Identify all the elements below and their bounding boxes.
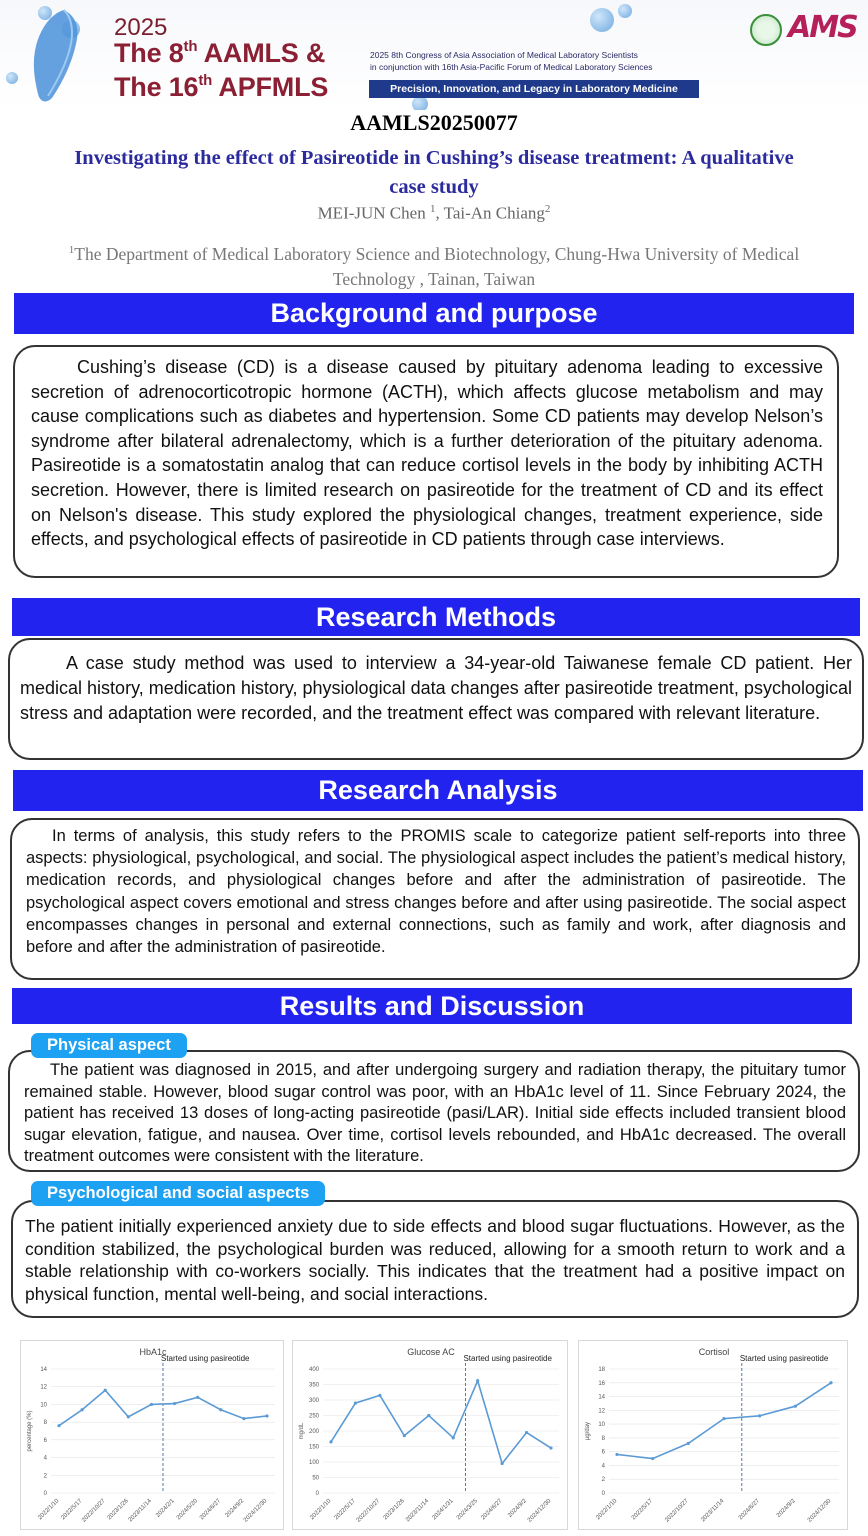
chart-glucose	[292, 1340, 568, 1530]
section-heading-analysis: Research Analysis	[13, 770, 863, 811]
data-point	[104, 1389, 107, 1392]
y-tick-label: 0	[601, 1491, 605, 1497]
y-tick-label: 2	[601, 1477, 605, 1484]
x-tick-label: 2024/12/30	[526, 1498, 553, 1524]
chart-title: Glucose AC	[407, 1347, 455, 1357]
data-point	[452, 1436, 455, 1439]
molecule-decoration	[6, 72, 18, 84]
section-box-physical	[8, 1050, 860, 1172]
affiliation: $^1$The Department of Medical Laboratory Science and Biotechnology, Chung-Hwa University of Medical Technology , Tainan, Taiwan	[68, 243, 800, 289]
x-tick-label: 2023/11/14	[405, 1498, 431, 1524]
chart-title: Cortisol	[698, 1347, 730, 1357]
y-tick-label: 350	[308, 1382, 319, 1389]
x-tick-label: 2024/9/2	[775, 1498, 797, 1519]
treatment-start-annotation: Started using pasireotide	[463, 1354, 552, 1363]
y-tick-label: 300	[308, 1398, 319, 1404]
chart-svg-glucose	[293, 1341, 569, 1531]
y-axis-label: percentage (%)	[27, 1410, 33, 1452]
y-tick-label: 8	[601, 1435, 605, 1442]
data-point	[354, 1402, 357, 1405]
psychological-aspect-text: The patient initially experienced anxiety due to side effects and blood sugar fluctuations. However, as the condition stabilized, the psychological burden was reduced, allowing for a smooth return to work and a stable relationship with co-workers socially. This indicates that the treatment had a positive impact on physical function, mental well-being, and social interactions.	[25, 1216, 845, 1304]
physical-aspect-text: The patient was diagnosed in 2015, and after undergoing surgery and radiation therapy, the pituitary tumor remained stable. However, blood sugar control was poor, with an HbA1c level of 11. Since February 2024, the patient has received 13 doses of long-acting pasireotide (pasi/LAR). Initial side effects included transient blood sugar elevation, fatigue, and nausea. Over time, cortisol levels rebounded, and HbA1c decreased. The overall treatment outcomes were consistent with the literature.	[24, 1061, 846, 1166]
series-line	[331, 1381, 551, 1464]
data-point	[476, 1379, 479, 1382]
data-point	[722, 1417, 725, 1420]
data-point	[615, 1453, 618, 1456]
y-tick-label: 6	[43, 1437, 47, 1444]
conference-name-line1: The 8th AAMLS &	[114, 38, 326, 68]
data-point	[549, 1446, 552, 1449]
data-point	[196, 1396, 199, 1399]
data-point	[378, 1394, 381, 1397]
y-tick-label: 16	[598, 1380, 605, 1387]
chart-svg-hba1c	[21, 1341, 285, 1531]
data-point	[329, 1440, 332, 1443]
data-point	[173, 1402, 176, 1405]
psychological-aspect-label: Psychological and social aspects	[31, 1181, 325, 1206]
x-tick-label: 2024/6/27	[199, 1498, 223, 1522]
y-tick-label: 50	[312, 1475, 319, 1482]
y-tick-label: 100	[308, 1460, 319, 1466]
y-tick-label: 14	[40, 1367, 47, 1373]
ams-logo: AMS	[788, 10, 857, 45]
molecule-decoration	[590, 8, 614, 32]
y-axis-label: mg/dL	[299, 1422, 305, 1440]
section-heading-background: Background and purpose	[14, 293, 854, 334]
x-tick-label: 2022/5/17	[630, 1498, 655, 1522]
molecule-decoration	[618, 4, 632, 18]
chart-hba1c	[20, 1340, 284, 1530]
data-point	[403, 1434, 406, 1437]
data-point	[651, 1457, 654, 1460]
y-axis-label: µg/day	[585, 1421, 591, 1441]
x-tick-label: 2024/12/30	[242, 1498, 269, 1524]
x-tick-label: 2022/10/27	[355, 1498, 382, 1524]
x-tick-label: 2022/1/10	[309, 1498, 333, 1522]
x-tick-label: 2022/10/27	[664, 1498, 690, 1524]
section-box-methods	[8, 638, 864, 760]
y-tick-label: 18	[598, 1367, 605, 1373]
x-tick-label: 2022/5/17	[60, 1498, 84, 1522]
conference-subtitle-line1: 2025 8th Congress of Asia Association of Medical Laboratory Scientists	[370, 50, 638, 60]
abstract-id: AAMLS20250077	[350, 110, 518, 135]
x-tick-label: 2023/1/26	[106, 1498, 130, 1522]
data-point	[427, 1414, 430, 1417]
chart-cortisol	[578, 1340, 848, 1530]
data-point	[81, 1408, 84, 1411]
chart-title: HbA1c	[139, 1347, 167, 1357]
data-point	[687, 1442, 690, 1445]
background-text: Cushing’s disease (CD) is a disease caused by pituitary adenoma leading to excessive secretion of adrenocorticotropic hormone (ACTH), which affects glucose metabolism and may cause complications such as diabetes and hypertension. Some CD patients may develop Nelson’s syndrome after bilateral adrenalectomy, which is a further deterioration of the pituitary adenoma. Pasireotide is a somatostatin analog that can reduce cortisol levels in the body by inhibiting ACTH secretion. However, there is limited research on pasireotide for the treatment of CD and its effect on Nelson's disease. This study explored the physiological changes, treatment experience, side effects, and psychological effects of pasireotide in CD patients through case interviews.	[31, 357, 823, 550]
university-seal-icon	[750, 14, 782, 46]
data-point	[150, 1403, 153, 1406]
x-tick-label: 2024/9/2	[224, 1498, 246, 1519]
x-tick-label: 2024/9/2	[507, 1498, 528, 1519]
x-tick-label: 2024/5/20	[175, 1498, 200, 1522]
y-tick-label: 200	[308, 1429, 319, 1435]
y-tick-label: 0	[315, 1491, 319, 1497]
data-point	[758, 1414, 761, 1417]
y-tick-label: 10	[598, 1422, 605, 1429]
molecule-decoration	[412, 96, 428, 110]
methods-text: A case study method was used to interview a 34-year-old Taiwanese female CD patient. Her medical history, medication history, physiological data changes after pasireotide treatment, psychological stress and adaptation were recorded, and the treatment effect was compared with relevant literature.	[20, 653, 852, 723]
treatment-start-annotation: Started using pasireotide	[739, 1354, 829, 1363]
x-tick-label: 2023/11/14	[700, 1498, 726, 1524]
x-tick-label: 2024/1/31	[431, 1498, 455, 1522]
y-tick-label: 0	[43, 1491, 47, 1497]
author-list: MEI-JUN Chen $^1$, Tai-An Chiang$^2$	[317, 203, 551, 223]
conference-name-line2: The 16th APFMLS	[114, 72, 329, 102]
taiwan-map-icon	[24, 6, 84, 106]
data-point	[219, 1408, 222, 1411]
data-point	[57, 1424, 60, 1427]
conference-year: 2025	[114, 14, 168, 41]
section-box-analysis	[10, 818, 860, 980]
x-tick-label: 2024/6/27	[737, 1498, 762, 1522]
data-point	[829, 1381, 832, 1384]
x-tick-label: 2024/2/1	[155, 1498, 176, 1519]
poster-header	[0, 0, 868, 110]
series-line	[617, 1383, 831, 1459]
y-tick-label: 4	[43, 1455, 47, 1462]
data-point	[794, 1405, 797, 1408]
x-tick-label: 2022/1/10	[37, 1498, 61, 1522]
y-tick-label: 150	[308, 1444, 319, 1451]
data-point	[242, 1417, 245, 1420]
y-tick-label: 250	[308, 1413, 319, 1420]
y-tick-label: 12	[40, 1384, 47, 1391]
y-tick-label: 6	[601, 1449, 605, 1456]
data-point	[525, 1431, 528, 1434]
x-tick-label: 2024/6/27	[480, 1498, 504, 1522]
y-tick-label: 2	[43, 1473, 47, 1480]
section-box-background	[13, 345, 839, 578]
section-heading-methods: Research Methods	[12, 598, 860, 636]
section-box-psychological	[11, 1200, 859, 1318]
section-heading-results: Results and Discussion	[12, 988, 852, 1024]
poster-title: Investigating the effect of Pasireotide in Cushing’s disease treatment: A qualitative case study	[74, 147, 794, 198]
y-tick-label: 12	[598, 1408, 605, 1415]
y-tick-label: 8	[43, 1420, 47, 1427]
x-tick-label: 2023/11/14	[127, 1498, 153, 1524]
y-tick-label: 4	[601, 1463, 605, 1470]
x-tick-label: 2022/5/17	[333, 1498, 357, 1522]
x-tick-label: 2022/1/10	[595, 1498, 619, 1522]
conference-tagline: Precision, Innovation, and Legacy in Laboratory Medicine	[369, 80, 699, 98]
treatment-start-annotation: Started using pasireotide	[161, 1354, 250, 1363]
chart-svg-cortisol	[579, 1341, 849, 1531]
y-tick-label: 400	[308, 1367, 319, 1373]
x-tick-label: 2022/10/27	[81, 1498, 107, 1524]
y-tick-label: 14	[598, 1394, 605, 1401]
x-tick-label: 2023/1/26	[382, 1498, 406, 1522]
y-tick-label: 10	[40, 1402, 47, 1409]
x-tick-label: 2024/3/25	[455, 1498, 480, 1522]
analysis-text: In terms of analysis, this study refers to the PROMIS scale to categorize patient self-reports into three aspects: physiological, psychological, and social. The physiological aspect includes the patient’s medical history, medication records, and physiological changes before and after the administration of pasireotide. The psychological aspect covers emotional and stress changes before and after using pasireotide. The social aspect encompasses changes in personal and external connections, such as family and work, after diagnosis and before and after the administration of pasireotide.	[26, 827, 846, 957]
data-point	[127, 1415, 130, 1418]
data-point	[501, 1462, 504, 1465]
physical-aspect-label: Physical aspect	[31, 1033, 187, 1058]
x-tick-label: 2024/12/30	[806, 1498, 833, 1524]
conference-subtitle-line2: in conjunction with 16th Asia-Pacific Forum of Medical Laboratory Sciences	[370, 62, 653, 72]
data-point	[265, 1414, 268, 1417]
